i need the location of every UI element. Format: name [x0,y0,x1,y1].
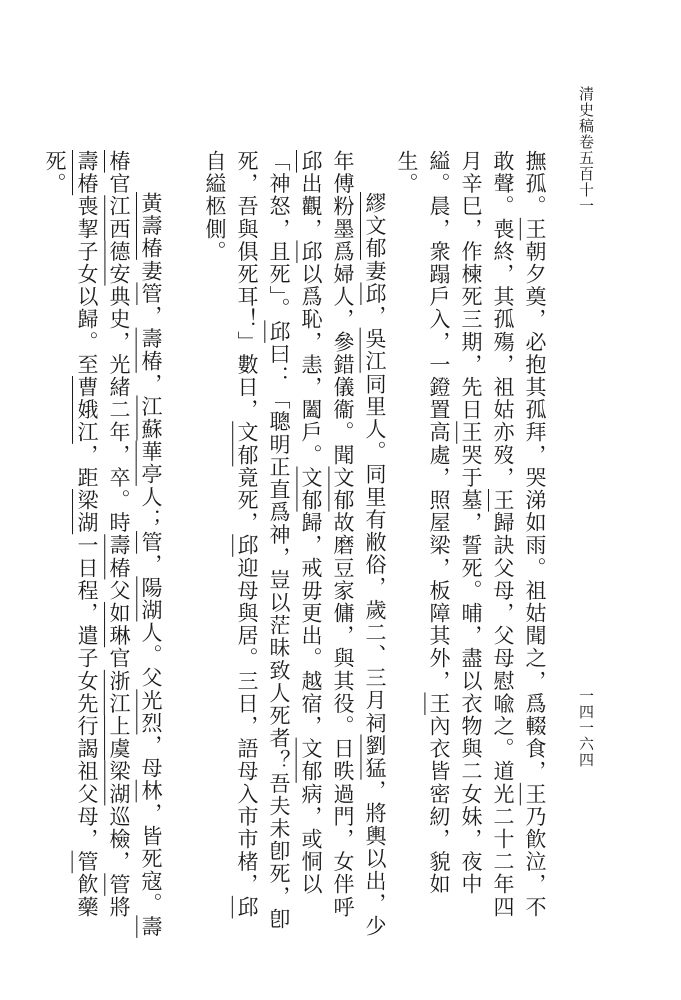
body-text [43,150,551,940]
proper-name: 邱 [299,150,323,173]
text-segment: 病，或恫以「神怒，且死」。 [267,150,323,896]
text-segment: 朝夕奠，必抱其孤拜，哭涕如雨。祖姑聞之，爲輟食， [523,240,547,783]
proper-name: 梁湖 [107,760,131,806]
proper-name: 邱 [235,895,259,919]
text-segment: 出觀， [299,172,323,241]
proper-name: 管 [139,282,163,306]
proper-name: 王 [523,782,547,806]
text-segment: 妻 [139,259,163,283]
text-segment: 父 [107,579,131,603]
text-segment: 故磨豆家傭，與其役。日昳過門，女伴呼 [331,511,355,919]
proper-name: 邱 [299,240,323,264]
proper-name: 上虞 [107,715,131,761]
text-segment: 竟死， [235,466,259,535]
text-segment: 喪挈子女以歸。至 [75,195,99,377]
text-segment: 官 [107,647,131,670]
text-segment: 同里人。同里有敝俗，歲二、三月祠 [363,372,387,735]
text-segment: 內衣皆密紉，貌如生。 [395,150,451,896]
proper-name: 林 [139,779,163,803]
text-segment: 自縊柩側。 [203,150,227,263]
text-segment: ， [139,305,163,328]
paragraph-huang-shouchun-wife [39,150,167,940]
text-segment: ，皆死寇。 [139,802,163,916]
proper-name: 德安 [107,240,131,286]
proper-name: 梁湖 [75,489,99,535]
proper-name: 浙江 [107,669,131,716]
proper-name: 文郁 [235,421,259,467]
proper-name: 文郁 [331,466,355,512]
text-segment: 歸，戒毋更出。越宿， [299,511,323,738]
proper-name: 王 [459,421,483,444]
proper-name: 管 [107,873,131,896]
proper-name: 管 [139,531,163,554]
proper-name: 江西 [107,195,131,241]
proper-name: 光烈 [139,689,163,735]
proper-name: 如琳 [107,602,131,648]
page-number: 一四一六四 [577,688,595,768]
proper-name: 江蘇 [139,395,163,441]
text-segment: 將 [107,895,131,919]
proper-name: 吳江 [363,327,387,373]
text-segment: 典史，光緒二年，卒。時 [107,285,131,535]
text-segment: 撫孤。 [523,150,547,218]
text-segment: 巡檢， [107,805,131,874]
proper-name: 管 [75,850,99,874]
proper-name: 邱 [363,282,387,306]
text-segment: 人。父 [139,621,163,690]
text-segment: 人； [139,485,163,532]
text-segment: 官 [107,172,131,196]
text-segment: ，將輿以出，少年傅粉墨爲婦人，參錯儀衞。聞 [331,150,387,938]
running-header-title: 清史稿卷五百十一 [577,86,595,214]
paragraph-wang-biography [391,150,551,940]
proper-name: 王 [523,217,547,241]
proper-name: 黃壽椿 [139,192,163,260]
proper-name: 華亭 [139,440,163,486]
proper-name: 壽椿 [107,534,131,580]
proper-name: 王 [427,692,451,716]
proper-name: 繆文郁 [363,192,387,260]
proper-name: 文郁 [299,737,323,783]
text-segment: ， [139,553,163,577]
text-segment: 乃飮泣，不敢聲。喪終，其孤殤，祖姑亦歿， [491,150,547,919]
text-segment: 一日程，遣子女先行謁祖父母， [75,534,99,851]
text-segment: 妻 [363,259,387,283]
proper-name: 邱 [267,320,291,343]
proper-name: 曹娥江 [75,376,99,444]
proper-name: 劉猛 [363,734,387,780]
paragraph-miao-wenyu-wife [199,150,391,940]
text-segment: ，母 [139,734,163,780]
text-segment: 以爲恥，恚，闔戶。 [299,263,323,467]
proper-name: 壽椿 [107,150,163,938]
proper-name: 壽椿 [75,150,99,196]
text-segment: ，距 [75,443,99,490]
text-segment: 歸訣父母，父母慰喩之。道光二十二年四月辛巳，作楝死三期，先日 [459,150,515,919]
proper-name: 壽椿 [139,327,163,373]
text-segment: 迎母與居。三日，語母入市市楮， [235,556,259,896]
text-segment: ， [139,372,163,396]
proper-name: 文郁 [299,466,323,512]
text-segment: ， [363,305,387,328]
text-segment: 飮藥死。 [43,150,99,919]
proper-name: 邱 [235,534,259,557]
text-segment: 曰：「聰明正直爲神，豈以茫昧致人死者？吾夫未卽死，卽死，吾與俱死耳！」數日， [235,150,291,931]
text-segment: 哭于墓，誓死。晡，盡以衣物與二女妹，夜中縊。晨，衆蹋戶入，一鐙置高處，照屋梁，板障其外， [427,150,483,896]
proper-name: 陽湖 [139,576,163,622]
proper-name: 王 [491,489,515,512]
